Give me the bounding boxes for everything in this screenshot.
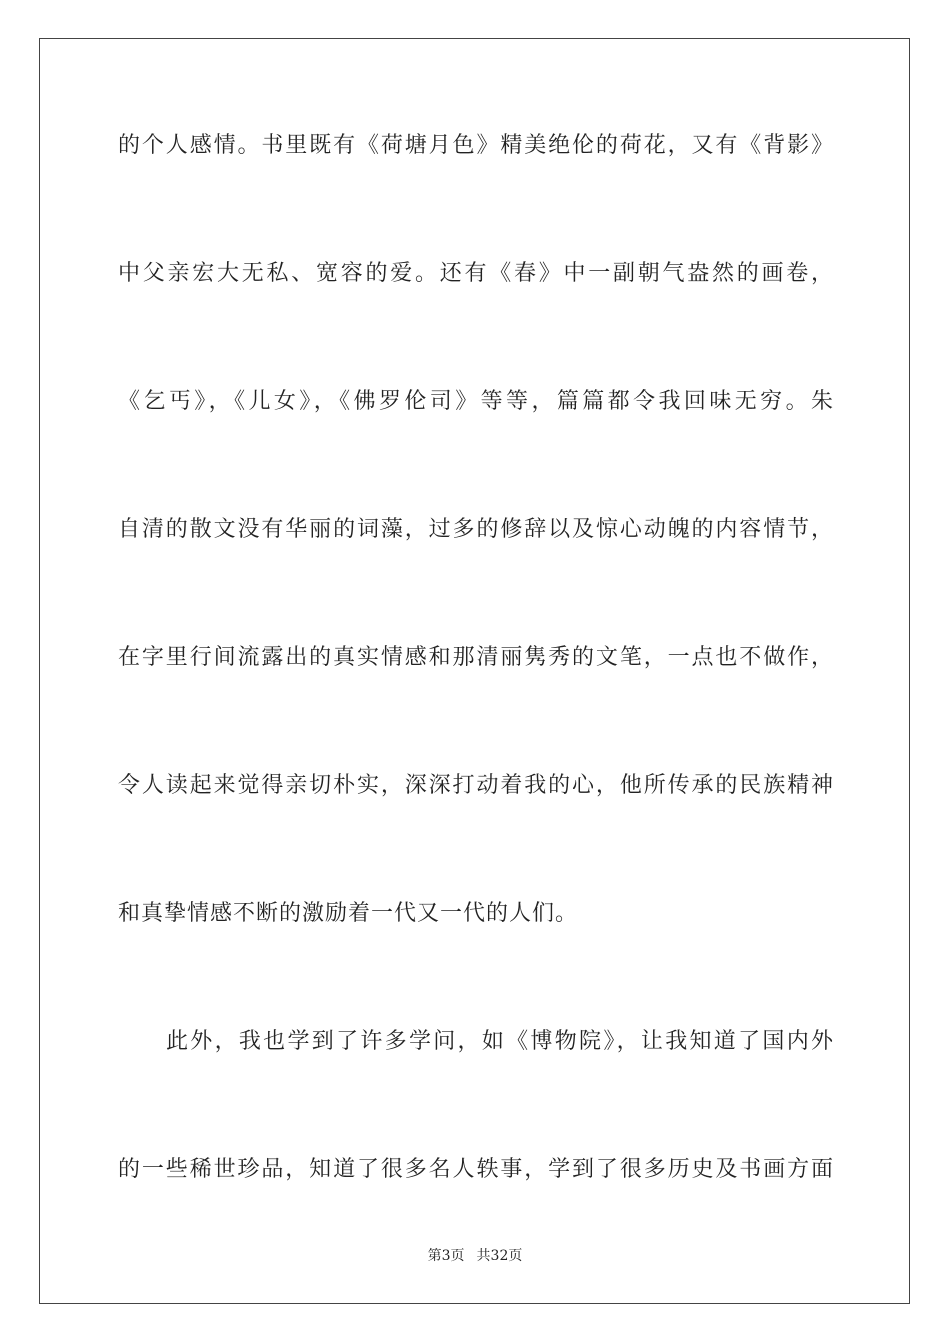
text-line: 《乞丐》，《儿女》，《佛罗伦司》等等，篇篇都令我回味无穷。朱	[118, 389, 834, 414]
text-line: 和真挚情感不断的激励着一代又一代的人们。	[118, 901, 579, 926]
text-line: 自清的散文没有华丽的词藻，过多的修辞以及惊心动魄的内容情节，	[118, 517, 834, 542]
text-line: 在字里行间流露出的真实情感和那清丽隽秀的文笔，一点也不做作，	[118, 645, 834, 670]
page-number: 第3页	[427, 1248, 465, 1264]
page-total: 共32页	[476, 1248, 523, 1264]
paragraph-start-line: 此外，我也学到了许多学问，如《博物院》，让我知道了国内外	[166, 1029, 834, 1054]
page-footer	[0, 1246, 950, 1266]
text-line: 的一些稀世珍品，知道了很多名人轶事，学到了很多历史及书画方面	[118, 1157, 834, 1182]
text-line: 的个人感情。书里既有《荷塘月色》精美绝伦的荷花，又有《背影》	[118, 133, 834, 158]
text-line: 中父亲宏大无私、宽容的爱。还有《春》中一副朝气盎然的画卷，	[118, 261, 834, 286]
text-line: 令人读起来觉得亲切朴实，深深打动着我的心，他所传承的民族精神	[118, 773, 834, 798]
